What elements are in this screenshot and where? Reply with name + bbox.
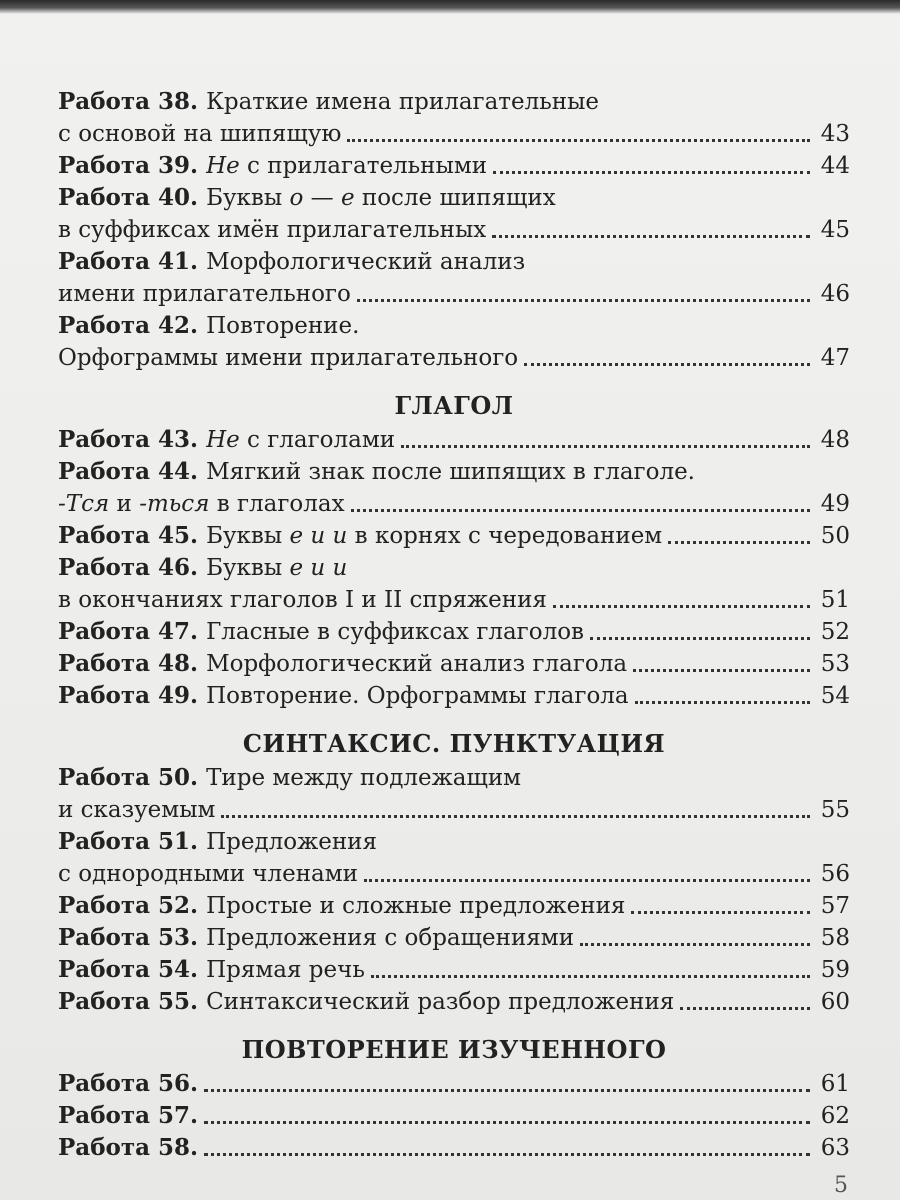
toc-entry-label: Работа 49.	[58, 682, 199, 709]
toc-entry-line	[58, 1132, 850, 1164]
toc-entry-title: Не с прилагательными	[206, 153, 488, 179]
toc-entry-line	[58, 858, 850, 890]
toc-entry-page: 60	[820, 989, 850, 1015]
toc-entry-line	[58, 680, 850, 712]
toc-entry-page: 63	[820, 1135, 850, 1161]
toc-entry-page: 49	[820, 491, 850, 517]
toc-entry-title: Мягкий знак после шипящих в глаголе.	[206, 459, 695, 485]
toc-entry-page: 47	[820, 345, 850, 371]
toc-entry-page: 61	[820, 1071, 850, 1097]
toc-entry-continuation: Орфограммы имени прилагательного	[58, 345, 519, 371]
toc-entry-title: Простые и сложные предложения	[206, 893, 626, 919]
toc-entry-line	[58, 552, 850, 584]
toc-entry[interactable]	[58, 86, 850, 150]
toc-entry-label: Работа 41.	[58, 248, 199, 275]
toc-entry-page: 55	[820, 797, 850, 823]
toc-entry-title: Морфологический анализ	[206, 249, 526, 275]
toc-entry-title: Буквы о — е после шипящих	[206, 185, 556, 211]
toc-entry-label: Работа 52.	[58, 892, 199, 919]
toc-entry-page: 54	[820, 683, 850, 709]
toc-entry-label: Работа 48.	[58, 650, 199, 677]
dot-leader	[492, 234, 810, 238]
toc-entry-page: 45	[820, 217, 850, 243]
dot-leader	[371, 974, 810, 978]
toc-entry-continuation: в окончаниях глаголов I и II спряжения	[58, 587, 547, 613]
toc-entry[interactable]	[58, 922, 850, 954]
toc-entry-line	[58, 584, 850, 616]
toc-entry-line	[58, 648, 850, 680]
toc-entry-label: Работа 46.	[58, 554, 199, 581]
toc-entry-line	[58, 310, 850, 342]
section-heading: ПОВТОРЕНИЕ ИЗУЧЕННОГО	[241, 1035, 667, 1064]
toc-entry-line	[58, 1068, 850, 1100]
toc-entry-page: 46	[820, 281, 850, 307]
toc-entry-line	[58, 954, 850, 986]
dot-leader	[524, 362, 810, 366]
dot-leader	[221, 814, 810, 818]
toc-entry-title: Тире между подлежащим	[206, 765, 522, 791]
toc-entry-label: Работа 50.	[58, 764, 199, 791]
toc-entry-line	[58, 762, 850, 794]
toc-entry-line	[58, 246, 850, 278]
dot-leader	[580, 942, 810, 946]
toc-entry-page: 44	[820, 153, 850, 179]
toc-entry-line	[58, 890, 850, 922]
toc-entry-line	[58, 182, 850, 214]
toc-entry[interactable]	[58, 310, 850, 374]
dot-leader	[357, 298, 810, 302]
dot-leader	[204, 1088, 810, 1092]
toc-entry-line	[58, 118, 850, 150]
toc-entry-label: Работа 55.	[58, 988, 199, 1015]
toc-entry-continuation: и сказуемым	[58, 797, 216, 823]
toc-entry[interactable]	[58, 552, 850, 616]
toc-entry-page: 52	[820, 619, 850, 645]
dot-leader	[668, 540, 810, 544]
toc-entry-page: 50	[820, 523, 850, 549]
toc-entry-continuation: в суффиксах имён прилагательных	[58, 217, 487, 243]
toc-entry[interactable]	[58, 520, 850, 552]
toc-entry-line	[58, 86, 850, 118]
toc-entry-title: Краткие имена прилагательные	[206, 89, 600, 115]
toc-entry-title: Буквы е и и в корнях с чередованием	[206, 523, 663, 549]
toc-entry-label: Работа 53.	[58, 924, 199, 951]
toc-entry-title: Морфологический анализ глагола	[206, 651, 628, 677]
toc-entry-title: Синтаксический разбор предложения	[206, 989, 675, 1015]
toc-entry-title: Повторение.	[206, 313, 360, 339]
toc-section	[58, 1032, 850, 1164]
dot-leader	[364, 878, 810, 882]
toc-entry[interactable]	[58, 456, 850, 520]
toc-entry-page: 56	[820, 861, 850, 887]
toc-entry-line	[58, 922, 850, 954]
toc-entry-title: Повторение. Орфограммы глагола	[206, 683, 629, 709]
toc-entry-line	[58, 616, 850, 648]
dot-leader	[680, 1006, 810, 1010]
table-of-contents	[58, 86, 850, 1164]
toc-entry-line	[58, 342, 850, 374]
toc-entry-label: Работа 51.	[58, 828, 199, 855]
scan-top-edge	[0, 0, 900, 14]
toc-entry-continuation: с однородными членами	[58, 861, 358, 887]
toc-entry[interactable]	[58, 648, 850, 680]
toc-entry-title: Предложения	[206, 829, 378, 855]
dot-leader	[553, 604, 810, 608]
toc-entry-label: Работа 39.	[58, 152, 199, 179]
toc-entry-label: Работа 44.	[58, 458, 199, 485]
dot-leader	[204, 1120, 810, 1124]
toc-entry-line	[58, 1100, 850, 1132]
section-heading: ГЛАГОЛ	[394, 391, 514, 420]
toc-section	[58, 86, 850, 374]
toc-entry-line	[58, 456, 850, 488]
dot-leader	[633, 668, 810, 672]
toc-entry-page: 48	[820, 427, 850, 453]
toc-entry-line	[58, 520, 850, 552]
dot-leader	[493, 170, 810, 174]
dot-leader	[635, 700, 810, 704]
dot-leader	[351, 508, 810, 512]
toc-entry-line	[58, 826, 850, 858]
toc-entry-label: Работа 43.	[58, 426, 199, 453]
toc-entry[interactable]	[58, 424, 850, 456]
toc-entry[interactable]	[58, 1100, 850, 1132]
toc-entry-label: Работа 42.	[58, 312, 199, 339]
toc-section	[58, 726, 850, 1018]
toc-entry-label: Работа 40.	[58, 184, 199, 211]
toc-entry-line	[58, 986, 850, 1018]
toc-entry[interactable]	[58, 246, 850, 310]
toc-entry-label: Работа 58.	[58, 1134, 199, 1161]
toc-entry[interactable]	[58, 762, 850, 826]
toc-entry-label: Работа 56.	[58, 1070, 199, 1097]
toc-entry[interactable]	[58, 182, 850, 246]
toc-entry-page: 51	[820, 587, 850, 613]
toc-section	[58, 388, 850, 712]
toc-entry-page: 59	[820, 957, 850, 983]
dot-leader	[401, 444, 810, 448]
toc-entry[interactable]	[58, 1068, 850, 1100]
toc-entry-page: 53	[820, 651, 850, 677]
toc-entry-label: Работа 45.	[58, 522, 199, 549]
toc-entry-title: Не с глаголами	[206, 427, 396, 453]
toc-entry-page: 58	[820, 925, 850, 951]
toc-entry-line	[58, 424, 850, 456]
toc-entry-continuation: с основой на шипящую	[58, 121, 342, 147]
toc-entry[interactable]	[58, 826, 850, 890]
toc-entry-title: Гласные в суффиксах глаголов	[206, 619, 584, 645]
toc-entry-label: Работа 54.	[58, 956, 199, 983]
dot-leader	[631, 910, 810, 914]
toc-entry-label: Работа 38.	[58, 88, 199, 115]
toc-entry-line	[58, 150, 850, 182]
toc-entry[interactable]	[58, 1132, 850, 1164]
toc-entry-line	[58, 794, 850, 826]
toc-entry[interactable]	[58, 680, 850, 712]
toc-entry[interactable]	[58, 954, 850, 986]
toc-entry[interactable]	[58, 150, 850, 182]
page-number: 5	[834, 1173, 848, 1198]
toc-entry-title: Прямая речь	[206, 957, 365, 983]
toc-entry-line	[58, 278, 850, 310]
toc-entry-title: Буквы е и и	[206, 555, 348, 581]
toc-entry-line	[58, 214, 850, 246]
toc-entry-label: Работа 47.	[58, 618, 199, 645]
toc-entry-continuation: имени прилагательного	[58, 281, 351, 307]
toc-entry-page: 43	[820, 121, 850, 147]
section-heading: СИНТАКСИС. ПУНКТУАЦИЯ	[242, 729, 666, 758]
dot-leader	[590, 636, 810, 640]
toc-entry[interactable]	[58, 616, 850, 648]
toc-entry[interactable]	[58, 890, 850, 922]
dot-leader	[204, 1152, 810, 1156]
toc-entry-page: 62	[820, 1103, 850, 1129]
toc-entry-line	[58, 488, 850, 520]
toc-entry-continuation: -Тся и -ться в глаголах	[58, 491, 345, 517]
dot-leader	[347, 138, 810, 142]
toc-entry-title: Предложения с обращениями	[206, 925, 575, 951]
toc-entry-page: 57	[820, 893, 850, 919]
toc-entry[interactable]	[58, 986, 850, 1018]
toc-entry-label: Работа 57.	[58, 1102, 199, 1129]
